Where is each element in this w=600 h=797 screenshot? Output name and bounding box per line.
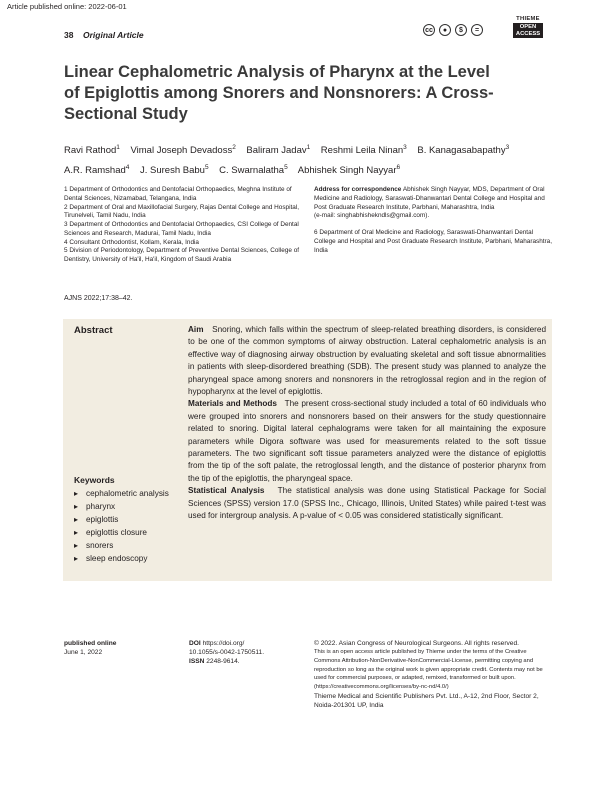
- keywords-list: [74, 487, 174, 565]
- doi-issn-block: DOI https://doi.org/ 10.1055/s-0042-1750511. ISSN 2248-9614.: [189, 640, 265, 666]
- thieme-open-access-logo: [513, 16, 543, 38]
- publication-date-block: published online June 1, 2022: [64, 640, 117, 656]
- keyword-item: ▸ cephalometric analysis: [74, 487, 174, 500]
- affiliation: 1 Department of Orthodontics and Dentofacial Orthopaedics, Meghna Institute of Dental Sciences, Nizamabad, Telangana, India: [64, 186, 292, 202]
- keyword-item: ▸ snorers: [74, 539, 174, 552]
- keyword-item: ▸ pharynx: [74, 500, 174, 513]
- keyword-item: ▸ sleep endoscopy: [74, 552, 174, 565]
- abstract-heading: Abstract: [74, 325, 113, 336]
- cc-license-icon: cc: [423, 24, 435, 36]
- publisher-name: THIEME: [516, 16, 540, 22]
- author-name: B. Kanagasabapathy: [417, 145, 506, 157]
- article-title: Linear Cephalometric Analysis of Pharynx at the Level of Epiglottis among Snorers and Nonsnorers: A Cross-Sectional Study: [64, 63, 494, 123]
- author-name: A.R. Ramshad: [64, 165, 126, 177]
- publisher-address: Thieme Medical and Scientific Publishers Pvt. Ltd., A-12, 2nd Floor, Sector 2, Noida-201301 UP, India: [314, 692, 539, 709]
- correspondence-block: Address for correspondence Abhishek Singh Nayyar, MDS, Department of Oral Medicine and Radiology, Saraswati-Dhanwantari Dental College and Hospital and Post Graduate Research Institute, Parbhani, Maharashtra, India (e-mail: singhabhishekndls@gmail.com). 6 Department of Oral Medicine and Radiology, Saraswati-Dhanwantari Dental College and Hospital and Post Graduate Research Institute, Parbhani, Maharashtra, India: [314, 186, 553, 254]
- keywords-heading: Keywords: [74, 475, 115, 485]
- author-name: Baliram Jadav: [246, 145, 307, 157]
- license-text: This is an open access article published by Thieme under the terms of the Creative Commons Attribution-NonDerivative-NonCommercial-License, permitting copying and reproduction so long as the original work is given appropriate credit. Contents may not be used for commercial purposes, or adapted, remixed, transformed or built upon. (https://creativecommons.org/licenses/by-nc-nd/4.0/): [314, 649, 543, 691]
- doi-link[interactable]: https://doi.org/: [202, 640, 245, 647]
- published-online-line: Article published online: 2022-06-01: [7, 2, 127, 11]
- affiliation: 4 Consultant Orthodontist, Kollam, Kerala, India: [64, 238, 199, 246]
- author-name: Vimal Joseph Devadoss: [130, 145, 233, 157]
- author-name: Reshmi Leila Ninan: [320, 145, 404, 157]
- affiliations: [64, 186, 300, 265]
- correspondence-label: Address for correspondence: [314, 186, 402, 193]
- copyright: © 2022. Asian Congress of Neurological Surgeons. All rights reserved.: [314, 640, 519, 647]
- copyright-license-block: [314, 639, 554, 710]
- author-name: Abhishek Singh Nayyar: [297, 165, 397, 177]
- affiliation: 2 Department of Oral and Maxillofacial Surgery, Rajas Dental College and Hospital, Tirunelveli, Tamil Nadu, India: [64, 203, 300, 220]
- citation: AJNS 2022;17:38–42.: [64, 295, 133, 302]
- noderivatives-icon: =: [471, 24, 483, 36]
- author-name: Ravi Rathod: [64, 145, 117, 157]
- page-number: 38: [64, 30, 74, 40]
- affiliation: 6 Department of Oral Medicine and Radiology, Saraswati-Dhanwantari Dental College and Hospital and Post Graduate Research Institute, Parbhani, Maharashtra, India: [314, 229, 553, 254]
- author-list: Ravi Rathod$^1$ Vimal Joseph Devadoss$^2$ Baliram Jadav$^1$ Reshmi Leila Ninan$^3$ B. Kanagasabapathy$^3$ A.R. Ramshad$^4$ J. Suresh Babu$^5$ C. Swarnalatha$^5$ Abhishek Singh Nayyar$^6$: [64, 144, 510, 177]
- keyword-item: ▸ epiglottis: [74, 513, 174, 526]
- section-label: Original Article: [83, 30, 144, 40]
- affiliation: 3 Department of Orthodontics and Dentofacial Orthopaedics, CSI College of Dental Sciences and Research, Madurai, Tamil Nadu, India: [64, 221, 299, 237]
- correspondence-email: (e-mail: singhabhishekndls@gmail.com).: [314, 212, 430, 220]
- noncommercial-icon: $: [455, 24, 467, 36]
- attribution-icon: ●: [439, 24, 451, 36]
- abstract-body: Aim Snoring, which falls within the spectrum of sleep-related breathing disorders, is considered to be one of the common symptoms of airway obstruction. Lateral cephalometric analysis is an effective way of diagnosing airway obstruction by evaluating skeletal and soft tissue abnormalities in patients with sleep-disordered breathing (SDB). The present study was planned to analyze the pharyngeal space among snorers and nonsnorers in the retroglossal region and in the region of hypopharynx at the level of epiglottis. Materials and Methods The present cross-sectional study included a total of 60 individuals who were grouped into snorers and nonsnorers based on their answers for the study questionnaire related to snoring. Digital lateral cephalograms were taken for all maintaining the exposure parameters while Digora software was used for measurements related to the soft tissue parameters. The two significant soft tissue parameters analyzed were the distance of epiglottis from the tip of the soft palate, the retroglossal length, and the distance of posterior pharynx from the tip of the epiglottis, the pharyngeal space. Statistical Analysis The statistical analysis was done using Statistical Package for Social Sciences (SPSS) version 17.0 (SPSS Inc., Chicago, Illinois, United States) while paired t-test was used for intergroup analysis. A p-value of < 0.05 was considered statistically significant.: [188, 325, 547, 521]
- author-name: C. Swarnalatha: [219, 165, 285, 177]
- affiliation: 5 Division of Periodontology, Department of Preventive Dental Sciences, College of Dentistry, University of Ha'il, Ha'il, Kingdom of Saudi Arabia: [64, 247, 300, 263]
- keyword-item: ▸ epiglottis closure: [74, 526, 174, 539]
- open-access-badge: OPEN ACCESS: [513, 23, 543, 38]
- author-name: J. Suresh Babu: [139, 165, 205, 177]
